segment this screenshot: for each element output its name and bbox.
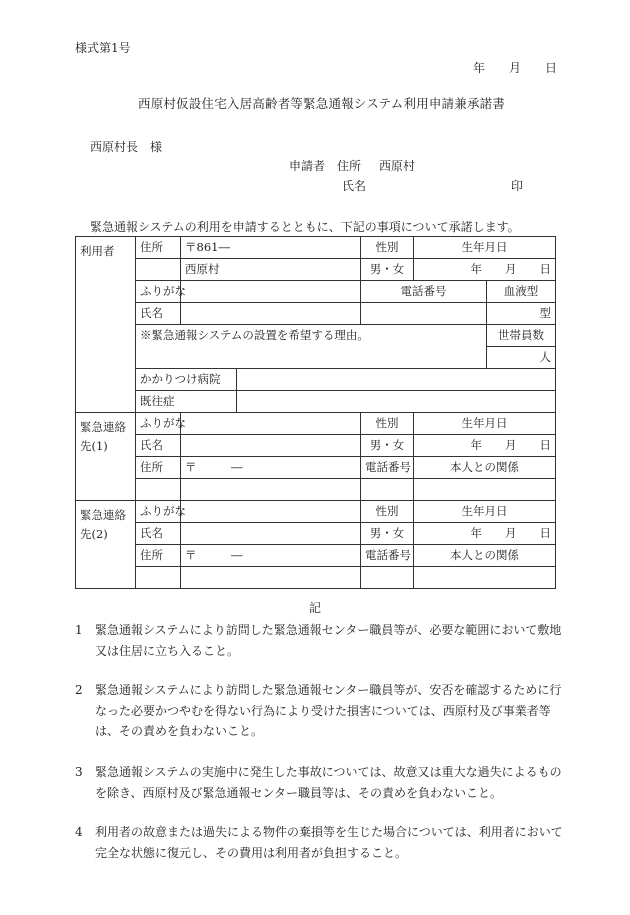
contact2-row-blank xyxy=(76,567,556,589)
contact1-address-label: 住所 xyxy=(136,457,181,479)
contact1-address-field[interactable] xyxy=(181,479,361,501)
note-item-1 xyxy=(75,620,565,661)
contact2-phone-field[interactable] xyxy=(361,567,414,589)
note-number: 2 xyxy=(75,683,83,697)
contact2-furigana-label: ふりがな xyxy=(136,501,181,523)
user-postal-field[interactable]: 〒861― xyxy=(181,237,361,259)
user-name-label: 氏名 xyxy=(136,303,181,325)
blank-cell xyxy=(136,479,181,501)
contact1-row-blank xyxy=(76,479,556,501)
user-row-address xyxy=(76,237,556,259)
contact1-name-label: 氏名 xyxy=(136,435,181,457)
document-title: 西原村仮設住宅入居高齢者等緊急通報システム利用申請兼承諾書 xyxy=(138,96,506,111)
contact1-phone-label: 電話番号 xyxy=(361,457,414,479)
date-line: 年 月 日 xyxy=(473,61,558,75)
contact1-furigana-label: ふりがな xyxy=(136,413,181,435)
user-gender-options[interactable]: 男・女 xyxy=(361,259,414,281)
hospital-label: かかりつけ病院 xyxy=(136,369,237,391)
contact2-name-label: 氏名 xyxy=(136,523,181,545)
contact1-postal-field[interactable]: 〒 ― xyxy=(181,457,361,479)
application-form-table xyxy=(75,236,556,589)
contact1-gender-label: 性別 xyxy=(361,413,414,435)
contact2-name-field[interactable] xyxy=(181,523,361,545)
contact2-row-name xyxy=(76,523,556,545)
user-phone-field[interactable] xyxy=(361,303,487,325)
user-address-label: 住所 xyxy=(136,237,181,259)
user-name-field[interactable] xyxy=(181,303,361,325)
user-reason-field[interactable] xyxy=(136,325,487,369)
note-item-3 xyxy=(75,762,565,803)
note-item-2 xyxy=(75,680,565,742)
user-row-furigana xyxy=(76,281,556,303)
user-section-label: 利用者 xyxy=(76,237,136,413)
contact2-relation-label: 本人との関係 xyxy=(414,545,556,567)
household-label: 世帯員数 xyxy=(487,325,556,347)
note-item-4 xyxy=(75,822,565,863)
user-reason-label: ※緊急通報システムの設置を希望する理由。 xyxy=(140,328,369,342)
contact1-section-label: 緊急連絡先(1) xyxy=(76,413,136,501)
user-blood-field[interactable]: 型 xyxy=(487,303,556,325)
contact2-phone-label: 電話番号 xyxy=(361,545,414,567)
blank-cell xyxy=(136,259,181,281)
contact1-relation-label: 本人との関係 xyxy=(414,457,556,479)
user-blood-label: 血液型 xyxy=(487,281,556,303)
form-number: 様式第1号 xyxy=(75,41,131,55)
blank-cell xyxy=(136,567,181,589)
note-text: 緊急通報システムにより訪問した緊急通報センター職員等が、必要な範囲において敷地又は住居に立ち入ること。 xyxy=(95,623,562,658)
contact2-address-field[interactable] xyxy=(181,567,361,589)
contact2-row-address xyxy=(76,545,556,567)
hospital-field[interactable] xyxy=(237,369,556,391)
note-text: 利用者の故意または過失による物件の棄損等を生じた場合については、利用者において完全な状態に復元し、その費用は利用者が負担すること。 xyxy=(95,825,563,860)
user-phone-label: 電話番号 xyxy=(361,281,487,303)
contact2-birth-label: 生年月日 xyxy=(414,501,556,523)
note-number: 1 xyxy=(75,623,83,637)
contact1-gender-options[interactable]: 男・女 xyxy=(361,435,414,457)
contact2-address-label: 住所 xyxy=(136,545,181,567)
note-number: 3 xyxy=(75,765,83,779)
contact1-name-field[interactable] xyxy=(181,435,361,457)
user-birth-label: 生年月日 xyxy=(414,237,556,259)
note-text: 緊急通報システムの実施中に発生した事故については、故意又は重大な過失によるものを除き、西原村及び緊急通報センター職員等は、その責めを負わないこと。 xyxy=(95,765,562,800)
contact1-birth-label: 生年月日 xyxy=(414,413,556,435)
user-row-name xyxy=(76,303,556,325)
user-furigana-field[interactable] xyxy=(181,281,361,303)
applicant-address-label: 申請者 住所 xyxy=(289,159,362,173)
household-field[interactable]: 人 xyxy=(487,347,556,369)
contact2-relation-field[interactable] xyxy=(414,567,556,589)
contact2-gender-options[interactable]: 男・女 xyxy=(361,523,414,545)
user-row-history xyxy=(76,391,556,413)
applicant-address-value: 西原村 xyxy=(379,159,416,173)
applicant-name-label: 氏名 xyxy=(342,179,367,193)
user-furigana-label: ふりがな xyxy=(136,281,181,303)
contact1-row-furigana xyxy=(76,413,556,435)
user-row-hospital xyxy=(76,369,556,391)
contact2-postal-field[interactable]: 〒 ― xyxy=(181,545,361,567)
user-birth-field[interactable]: 年 月 日 xyxy=(414,259,556,281)
intro-sentence: 緊急通報システムの利用を申請するとともに、下記の事項について承諾します。 xyxy=(90,220,520,234)
contact1-furigana-field[interactable] xyxy=(181,413,361,435)
contact1-relation-field[interactable] xyxy=(414,479,556,501)
history-label: 既往症 xyxy=(136,391,237,413)
seal-mark: 印 xyxy=(511,179,524,193)
user-row-village xyxy=(76,259,556,281)
notes-heading: 記 xyxy=(309,601,322,615)
contact1-row-name xyxy=(76,435,556,457)
contact2-section-label: 緊急連絡先(2) xyxy=(76,501,136,589)
history-field[interactable] xyxy=(237,391,556,413)
contact1-row-address xyxy=(76,457,556,479)
contact1-birth-field[interactable]: 年 月 日 xyxy=(414,435,556,457)
contact2-gender-label: 性別 xyxy=(361,501,414,523)
note-number: 4 xyxy=(75,825,83,839)
contact2-furigana-field[interactable] xyxy=(181,501,361,523)
contact1-phone-field[interactable] xyxy=(361,479,414,501)
user-gender-label: 性別 xyxy=(361,237,414,259)
contact2-row-furigana xyxy=(76,501,556,523)
addressee: 西原村長 様 xyxy=(90,140,163,154)
user-row-reason xyxy=(76,325,556,347)
user-village-field[interactable]: 西原村 xyxy=(181,259,361,281)
contact2-birth-field[interactable]: 年 月 日 xyxy=(414,523,556,545)
note-text: 緊急通報システムにより訪問した緊急通報センター職員等が、安否を確認するために行なった必要かつやむを得ない行為により受けた損害については、西原村及び事業者等は、その責めを負わないこと。 xyxy=(95,683,562,738)
